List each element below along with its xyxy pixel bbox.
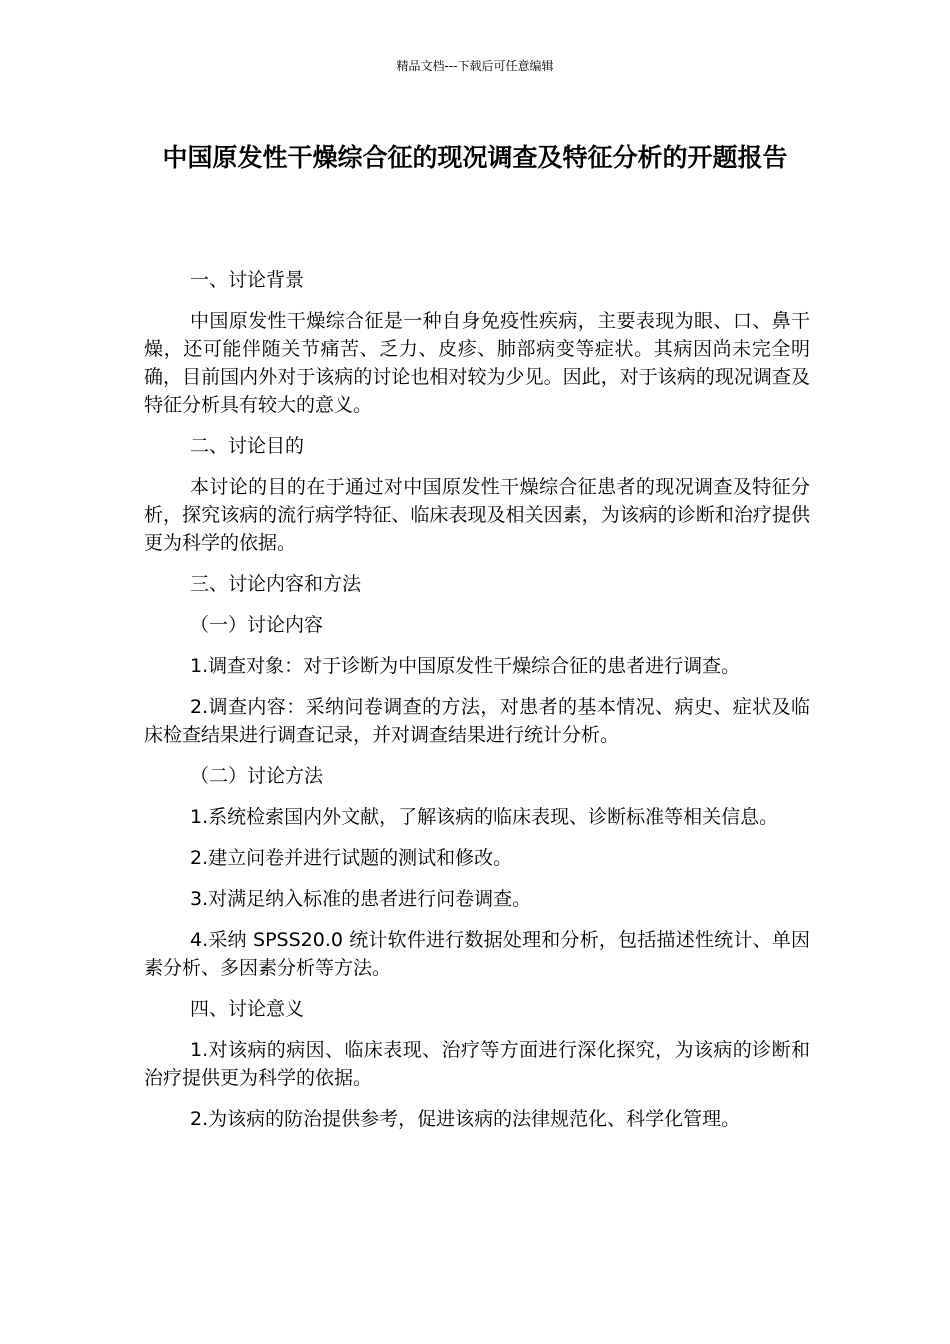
list-item-survey-subject: 1.调查对象：对于诊断为中国原发性干燥综合征的患者进行调查。 bbox=[190, 655, 741, 677]
list-item-method-4: 4.采纳 SPSS20.0 统计软件进行数据处理和分析，包括描述性统计、单因素分析、多因素分析等方法。 bbox=[144, 929, 810, 979]
list-item-method-1: 1.系统检索国内外文献，了解该病的临床表现、诊断标准等相关信息。 bbox=[190, 806, 779, 828]
list-item-method-3: 3.对满足纳入标准的患者进行问卷调查。 bbox=[190, 888, 532, 910]
section-heading-background: 一、讨论背景 bbox=[190, 269, 305, 291]
list-item-method-2: 2.建立问卷并进行试题的测试和修改。 bbox=[190, 847, 513, 869]
list-item-significance-2: 2.为该病的防治提供参考，促进该病的法律规范化、科学化管理。 bbox=[190, 1108, 741, 1130]
section-heading-purpose: 二、讨论目的 bbox=[190, 435, 305, 457]
list-item-survey-content: 2.调查内容：采纳问卷调查的方法，对患者的基本情况、病史、症状及临床检查结果进行调查记录，并对调查结果进行统计分析。 bbox=[144, 696, 810, 746]
list-item-significance-1: 1.对该病的病因、临床表现、治疗等方面进行深化探究，为该病的诊断和治疗提供更为科学的依据。 bbox=[144, 1039, 810, 1089]
paragraph-background: 中国原发性干燥综合征是一种自身免疫性疾病，主要表现为眼、口、鼻干燥，还可能伴随关节痛苦、乏力、皮疹、肺部病变等症状。其病因尚未完全明确，目前国内外对于该病的讨论也相对较为少见。因此，对于该病的现况调查及特征分析具有较大的意义。 bbox=[144, 310, 810, 416]
document-title: 中国原发性干燥综合征的现况调查及特征分析的开题报告 bbox=[162, 143, 788, 172]
subsection-heading-content: （一）讨论内容 bbox=[190, 614, 324, 636]
section-heading-content-methods: 三、讨论内容和方法 bbox=[190, 573, 362, 595]
section-heading-significance: 四、讨论意义 bbox=[190, 998, 305, 1020]
document-body bbox=[144, 266, 810, 1146]
subsection-heading-methods: （二）讨论方法 bbox=[190, 765, 324, 787]
header-note: 精品文档---下载后可任意编辑 bbox=[396, 59, 554, 73]
paragraph-purpose: 本讨论的目的在于通过对中国原发性干燥综合征患者的现况调查及特征分析，探究该病的流行病学特征、临床表现及相关因素，为该病的诊断和治疗提供更为科学的依据。 bbox=[144, 476, 810, 554]
